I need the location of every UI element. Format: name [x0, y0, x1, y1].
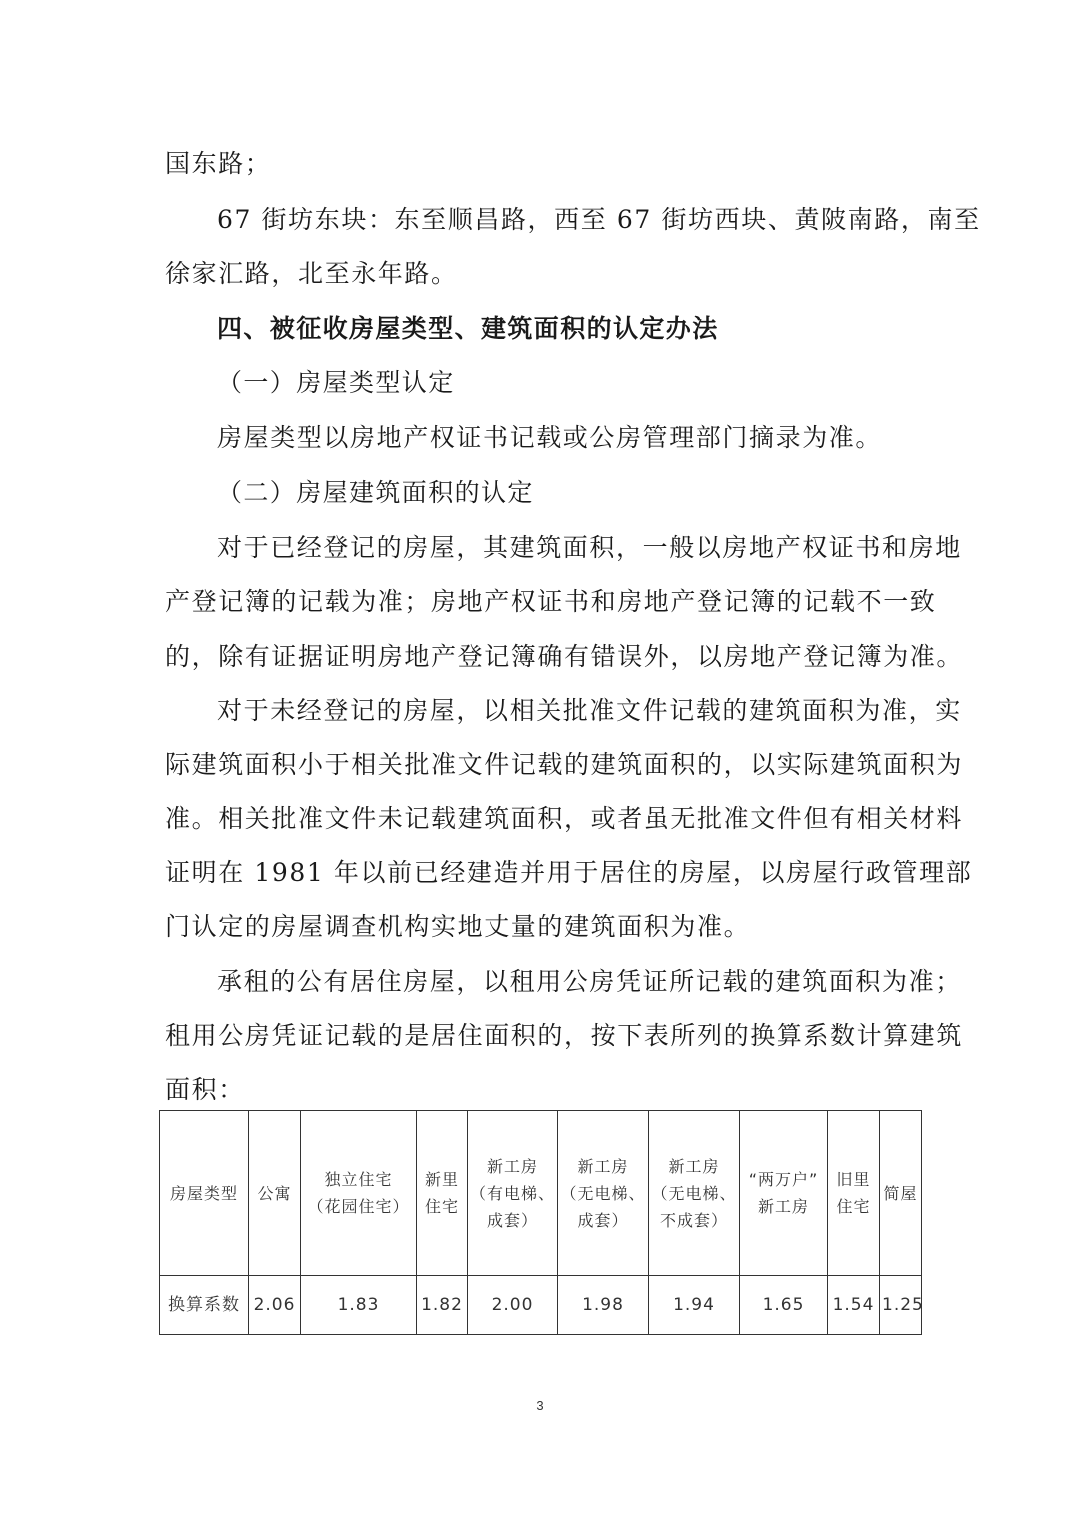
table-header-row: [160, 1111, 922, 1276]
coefficient-cell: 1.82: [417, 1276, 468, 1335]
row-label-house-type: 房屋类型: [160, 1111, 249, 1276]
text-line: 国东路；: [165, 149, 272, 178]
text-line: 租用公房凭证记载的是居住面积的，按下表所列的换算系数计算建筑: [165, 1021, 964, 1050]
house-type-cell: 简屋: [880, 1111, 922, 1276]
house-type-cell: 新工房 （无电梯、 不成套）: [649, 1111, 740, 1276]
coefficient-cell: 2.00: [468, 1276, 558, 1335]
coefficient-cell: 1.65: [740, 1276, 828, 1335]
text-line: 际建筑面积小于相关批准文件记载的建筑面积的，以实际建筑面积为: [165, 750, 964, 779]
house-type-cell: 旧里 住宅: [828, 1111, 880, 1276]
subsection-heading: （二）房屋建筑面积的认定: [217, 478, 534, 507]
conversion-coefficient-table: [159, 1110, 922, 1335]
row-label-coefficient: 换算系数: [160, 1276, 249, 1335]
coefficient-cell: 1.25: [880, 1276, 922, 1335]
text-line: 准。相关批准文件未记载建筑面积，或者虽无批准文件但有相关材料: [165, 804, 964, 833]
subsection-heading: （一）房屋类型认定: [217, 368, 455, 397]
table-value-row: [160, 1276, 922, 1335]
text-line: 对于已经登记的房屋，其建筑面积，一般以房地产权证书和房地: [217, 533, 962, 562]
text-line: 产登记簿的记载为准；房地产权证书和房地产登记簿的记载不一致: [165, 587, 937, 616]
text-line: 证明在 1981 年以前已经建造并用于居住的房屋，以房屋行政管理部: [165, 858, 973, 887]
house-type-cell: “两万户” 新工房: [740, 1111, 828, 1276]
text-line: 房屋类型以房地产权证书记载或公房管理部门摘录为准。: [217, 423, 883, 452]
coefficient-cell: 1.54: [828, 1276, 880, 1335]
house-type-cell: 新里 住宅: [417, 1111, 468, 1276]
text-line: 面积：: [165, 1075, 245, 1104]
coefficient-cell: 1.94: [649, 1276, 740, 1335]
coefficient-cell: 1.83: [301, 1276, 417, 1335]
text-line: 对于未经登记的房屋，以相关批准文件记载的建筑面积为准，实: [217, 696, 962, 725]
text-line: 的，除有证据证明房地产登记簿确有错误外，以房地产登记簿为准。: [165, 642, 964, 671]
house-type-cell: 新工房 （无电梯、 成套）: [558, 1111, 649, 1276]
text-line: 67 街坊东块：东至顺昌路，西至 67 街坊西块、黄陂南路，南至: [217, 205, 981, 234]
section-heading: 四、被征收房屋类型、建筑面积的认定办法: [217, 314, 719, 343]
text-line: 徐家汇路，北至永年路。: [165, 259, 458, 288]
coefficient-cell: 2.06: [249, 1276, 301, 1335]
text-line: 门认定的房屋调查机构实地丈量的建筑面积为准。: [165, 912, 751, 941]
house-type-cell: 独立住宅 （花园住宅）: [301, 1111, 417, 1276]
house-type-cell: 新工房 （有电梯、 成套）: [468, 1111, 558, 1276]
coefficient-cell: 1.98: [558, 1276, 649, 1335]
text-line: 承租的公有居住房屋，以租用公房凭证所记载的建筑面积为准；: [217, 967, 962, 996]
page-number: 3: [536, 1398, 544, 1413]
house-type-cell: 公寓: [249, 1111, 301, 1276]
